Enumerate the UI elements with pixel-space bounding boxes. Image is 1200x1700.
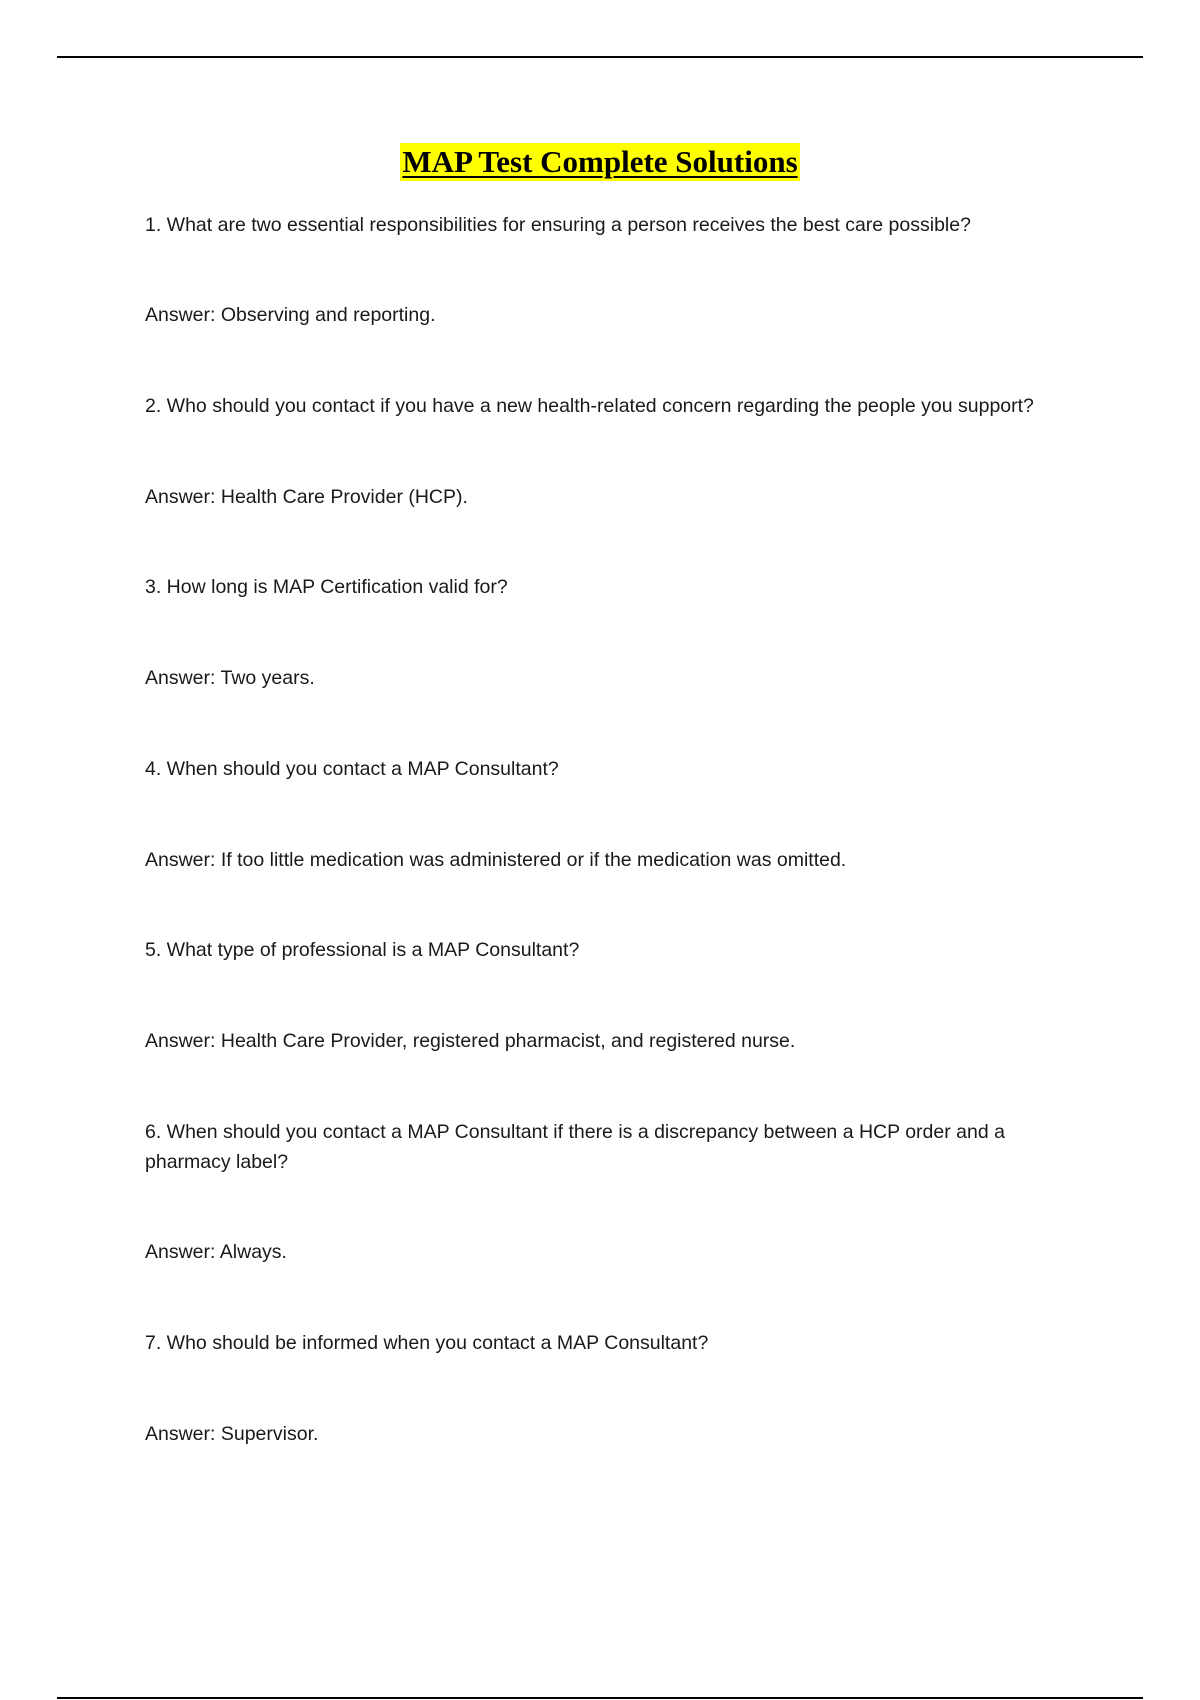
answer-7: Answer: Supervisor.	[145, 1423, 319, 1445]
answer-6: Answer: Always.	[145, 1241, 287, 1263]
question-7: 7. Who should be informed when you contact a MAP Consultant?	[145, 1332, 709, 1354]
question-4: 4. When should you contact a MAP Consultant?	[145, 758, 559, 780]
question-1: 1. What are two essential responsibilities for ensuring a person receives the best care possible?	[145, 214, 971, 236]
footer-rule	[57, 1697, 1143, 1699]
title-container	[0, 143, 1200, 181]
question-6: 6. When should you contact a MAP Consultant if there is a discrepancy between a HCP order and a pharmacy label?	[145, 1121, 1005, 1173]
answer-3: Answer: Two years.	[145, 667, 315, 689]
answer-1: Answer: Observing and reporting.	[145, 304, 436, 326]
answer-4: Answer: If too little medication was administered or if the medication was omitted.	[145, 849, 847, 871]
page-title: MAP Test Complete Solutions	[402, 144, 798, 179]
question-2: 2. Who should you contact if you have a new health-related concern regarding the people you support?	[145, 395, 1034, 417]
answer-5: Answer: Health Care Provider, registered pharmacist, and registered nurse.	[145, 1030, 796, 1052]
question-5: 5. What type of professional is a MAP Consultant?	[145, 939, 580, 961]
question-3: 3. How long is MAP Certification valid for?	[145, 576, 508, 598]
answer-2: Answer: Health Care Provider (HCP).	[145, 486, 468, 508]
header-rule	[57, 56, 1143, 58]
